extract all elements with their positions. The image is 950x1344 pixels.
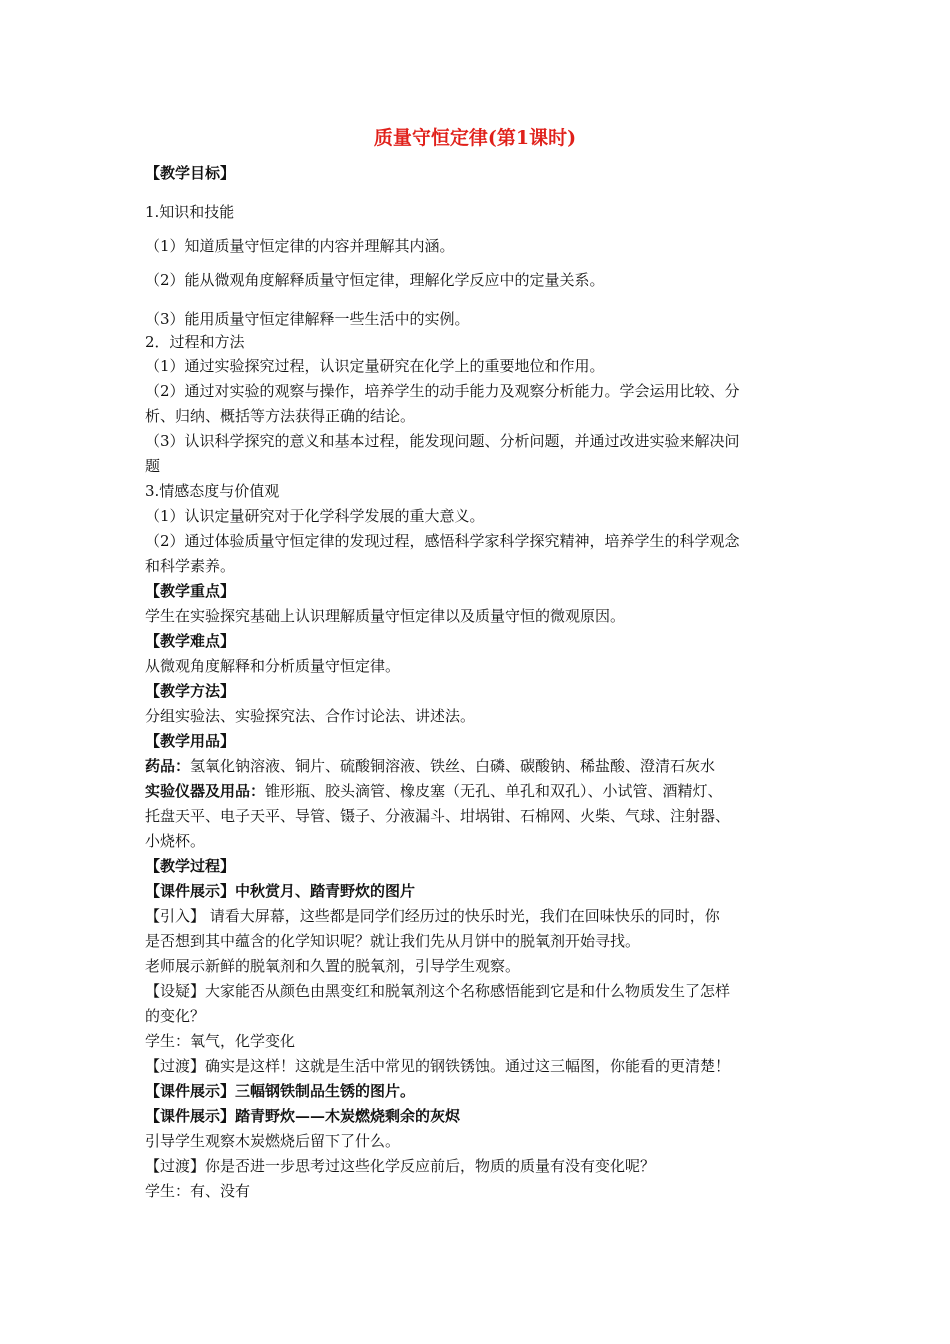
line-text: 3.情感态度与价值观 [145,482,280,500]
line-text: 【过渡】你是否进一步思考过这些化学反应前后，物质的质量有没有变化呢？ [145,1157,656,1175]
text-line [145,431,740,451]
line-text: （3）能用质量守恒定律解释一些生活中的实例。 [145,310,470,328]
text-line [145,531,740,551]
section-heading [145,1081,415,1101]
text-line [145,1031,295,1051]
line-text: 氢氧化钠溶液、铜片、硫酸铜溶液、铁丝、白磷、碳酸钠、稀盐酸、澄清石灰水 [190,757,716,775]
line-text: 【教学目标】 [145,164,236,182]
text-line [145,506,485,526]
text-line [145,556,235,576]
text-line [145,406,415,426]
line-text: 的变化？ [145,1007,206,1025]
line-text: 【教学过程】 [145,857,236,875]
text-line [145,481,279,501]
line-text: 题 [145,457,161,475]
line-text: 【教学重点】 [145,582,236,600]
line-text: 和科学素养。 [145,557,236,575]
line-lead-label: 药品： [145,757,191,775]
text-line [145,656,400,676]
line-text: （1）认识定量研究对于化学科学发展的重大意义。 [145,507,485,525]
line-text: 学生在实验探究基础上认识理解质量守恒定律以及质量守恒的微观原因。 [145,607,626,625]
line-text: 托盘天平、电子天平、导管、镊子、分液漏斗、坩埚钳、石棉网、火柴、气球、注射器、 [145,807,731,825]
line-text: 【教学用品】 [145,732,236,750]
section-heading [145,731,235,751]
text-line [145,309,470,329]
section-heading [145,881,415,901]
text-line [145,981,730,1001]
section-heading [145,856,235,876]
text-line [145,706,475,726]
text-line [145,756,715,776]
line-text: （2）通过体验质量守恒定律的发现过程，感悟科学家科学探究精神，培养学生的科学观念 [145,532,740,550]
text-line [145,1181,250,1201]
text-line [145,906,720,926]
text-line [145,356,605,376]
text-line [145,1131,400,1151]
line-text: 分组实验法、实验探究法、合作讨论法、讲述法。 [145,707,476,725]
line-text: （3）认识科学探究的意义和基本过程，能发现问题、分析问题，并通过改进实验来解决问 [145,432,740,450]
line-text: （1）知道质量守恒定律的内容并理解其内涵。 [145,237,455,255]
text-line [145,831,205,851]
line-text: 老师展示新鲜的脱氧剂和久置的脱氧剂，引导学生观察。 [145,957,521,975]
text-line [145,456,160,476]
text-line [145,270,605,290]
text-line [145,381,740,401]
section-heading [145,681,235,701]
line-text: （2）通过对实验的观察与操作，培养学生的动手能力及观察分析能力。学会运用比较、分 [145,382,740,400]
line-text: 【教学方法】 [145,682,236,700]
text-line [145,202,234,222]
section-heading [145,581,235,601]
line-lead-label: 实验仪器及用品： [145,782,266,800]
section-heading [145,163,235,183]
line-text: 析、归纳、概括等方法获得正确的结论。 [145,407,416,425]
document-title: 质量守恒定律(第1课时) [373,127,577,149]
line-text: 是否想到其中蕴含的化学知识呢？就让我们先从月饼中的脱氧剂开始寻找。 [145,932,641,950]
text-line [145,781,723,801]
line-text: 【课件展示】三幅钢铁制品生锈的图片。 [145,1082,416,1100]
line-text: 【过渡】确实是这样！这就是生活中常见的钢铁锈蚀。通过这三幅图，你能看的更清楚！ [145,1057,731,1075]
text-line [145,1156,655,1176]
line-text: 【引入】 请看大屏幕，这些都是同学们经历过的快乐时光，我们在回味快乐的同时，你 [145,907,720,925]
section-heading [145,1106,460,1126]
text-line [145,806,730,826]
text-line [145,606,625,626]
text-line [145,1056,730,1076]
line-text: 【设疑】大家能否从颜色由黑变红和脱氧剂这个名称感悟能到它是和什么物质发生了怎样 [145,982,731,1000]
line-text: 锥形瓶、胶头滴管、橡皮塞（无孔、单孔和双孔）、小试管、酒精灯、 [265,782,723,800]
line-text: 小烧杯。 [145,832,206,850]
line-text: （2）能从微观角度解释质量守恒定律，理解化学反应中的定量关系。 [145,271,605,289]
text-line [145,332,245,352]
line-text: （1）通过实验探究过程，认识定量研究在化学上的重要地位和作用。 [145,357,605,375]
line-text: 学生：氧气，化学变化 [145,1032,296,1050]
line-text: 【课件展示】中秋赏月、踏青野炊的图片 [145,882,416,900]
section-heading [145,631,235,651]
line-text: 【教学难点】 [145,632,236,650]
line-text: 1.知识和技能 [145,203,235,221]
text-line [145,956,520,976]
line-text: 从微观角度解释和分析质量守恒定律。 [145,657,401,675]
text-line [145,1006,205,1026]
line-text: 引导学生观察木炭燃烧后留下了什么。 [145,1132,401,1150]
text-line [145,931,640,951]
line-text: 学生：有、没有 [145,1182,251,1200]
text-line [145,236,455,256]
line-text: 2．过程和方法 [145,333,245,351]
line-text: 【课件展示】踏青野炊——木炭燃烧剩余的灰烬 [145,1107,461,1125]
